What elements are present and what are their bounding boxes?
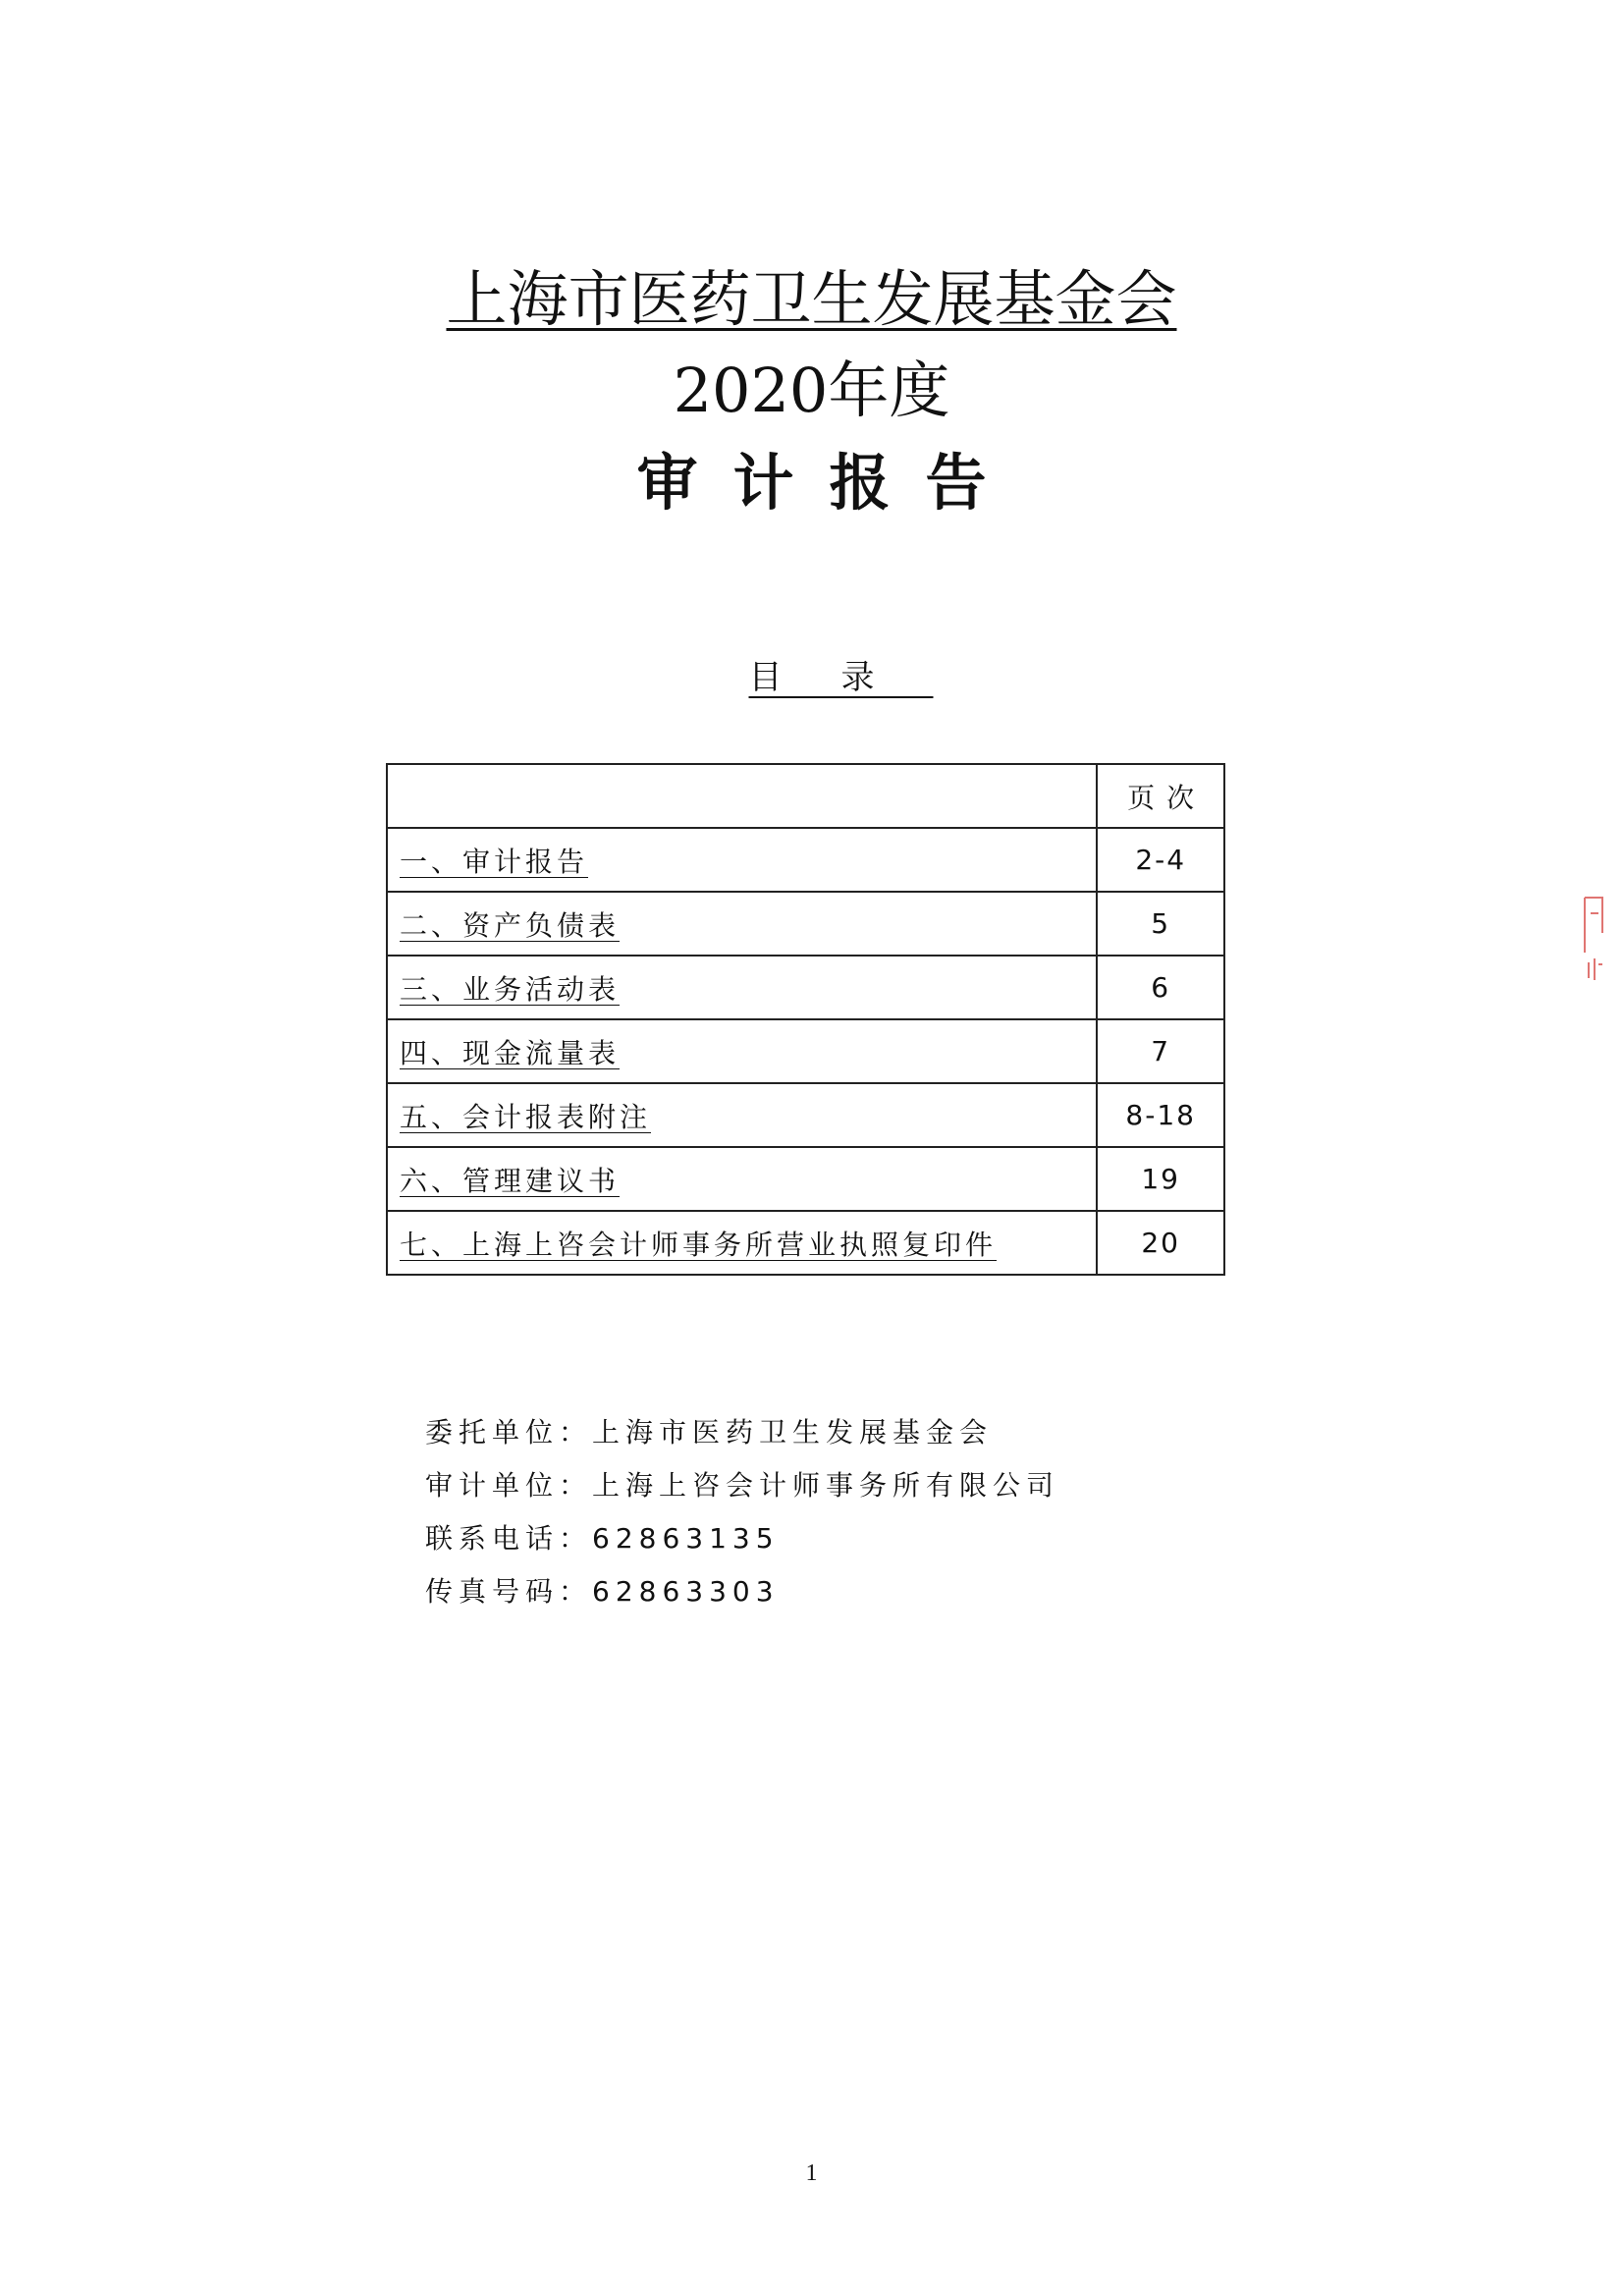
toc-item-page: 8-18	[1097, 1083, 1224, 1147]
toc-item-label: 七、上海上咨会计师事务所营业执照复印件	[400, 1228, 998, 1261]
toc-item-label: 三、业务活动表	[400, 972, 621, 1006]
auditor-label: 审计单位：	[425, 1469, 593, 1502]
toc-item-label: 五、会计报表附注	[400, 1100, 652, 1133]
page-number: 1	[805, 2160, 818, 2186]
toc-row	[387, 1147, 1224, 1211]
toc-heading-text: 目录	[748, 658, 934, 697]
toc-item-notes	[387, 1083, 1097, 1147]
toc-item-page: 7	[1097, 1019, 1224, 1083]
toc-row	[387, 956, 1224, 1019]
auditor-value: 上海上咨会计师事务所有限公司	[592, 1469, 1060, 1502]
contact-info	[425, 1406, 1059, 1618]
toc-row	[387, 892, 1224, 956]
phone-row	[425, 1512, 1059, 1565]
client-label: 委托单位：	[425, 1416, 593, 1449]
toc-page-header: 页次	[1097, 764, 1224, 828]
toc-item-page: 5	[1097, 892, 1224, 956]
organization-title-text: 上海市医药卫生发展基金会	[446, 263, 1177, 335]
client-value: 上海市医药卫生发展基金会	[592, 1416, 994, 1449]
toc-row	[387, 1019, 1224, 1083]
seal-stamp-fragment	[1581, 894, 1606, 982]
toc-item-audit-report	[387, 828, 1097, 892]
toc-table	[386, 763, 1225, 1276]
fax-value: 62863303	[592, 1575, 780, 1608]
report-type-title: 审计报告	[636, 447, 1022, 519]
toc-item-page: 2-4	[1097, 828, 1224, 892]
toc-header-row	[387, 764, 1224, 828]
toc-item-page: 20	[1097, 1211, 1224, 1275]
toc-item-page: 19	[1097, 1147, 1224, 1211]
organization-title	[0, 260, 1623, 339]
toc-item-label: 二、资产负债表	[400, 908, 621, 942]
toc-header-blank	[387, 764, 1097, 828]
toc-row	[387, 1083, 1224, 1147]
toc-row	[387, 1211, 1224, 1275]
phone-value: 62863135	[592, 1522, 780, 1555]
fax-label: 传真号码：	[425, 1575, 593, 1608]
toc-item-balance-sheet	[387, 892, 1097, 956]
client-row	[425, 1406, 1059, 1459]
auditor-row	[425, 1459, 1059, 1512]
phone-label: 联系电话：	[425, 1522, 593, 1555]
toc-item-label: 四、现金流量表	[400, 1036, 621, 1069]
toc-item-label: 一、审计报告	[400, 845, 589, 878]
toc-item-management-letter	[387, 1147, 1097, 1211]
toc-item-activity-statement	[387, 956, 1097, 1019]
toc-item-business-license	[387, 1211, 1097, 1275]
report-year: 2020年度	[673, 355, 950, 426]
toc-heading	[0, 656, 1623, 699]
toc-item-label: 六、管理建议书	[400, 1164, 621, 1197]
toc-row	[387, 828, 1224, 892]
fax-row	[425, 1565, 1059, 1618]
toc-item-cash-flow	[387, 1019, 1097, 1083]
toc-item-page: 6	[1097, 956, 1224, 1019]
